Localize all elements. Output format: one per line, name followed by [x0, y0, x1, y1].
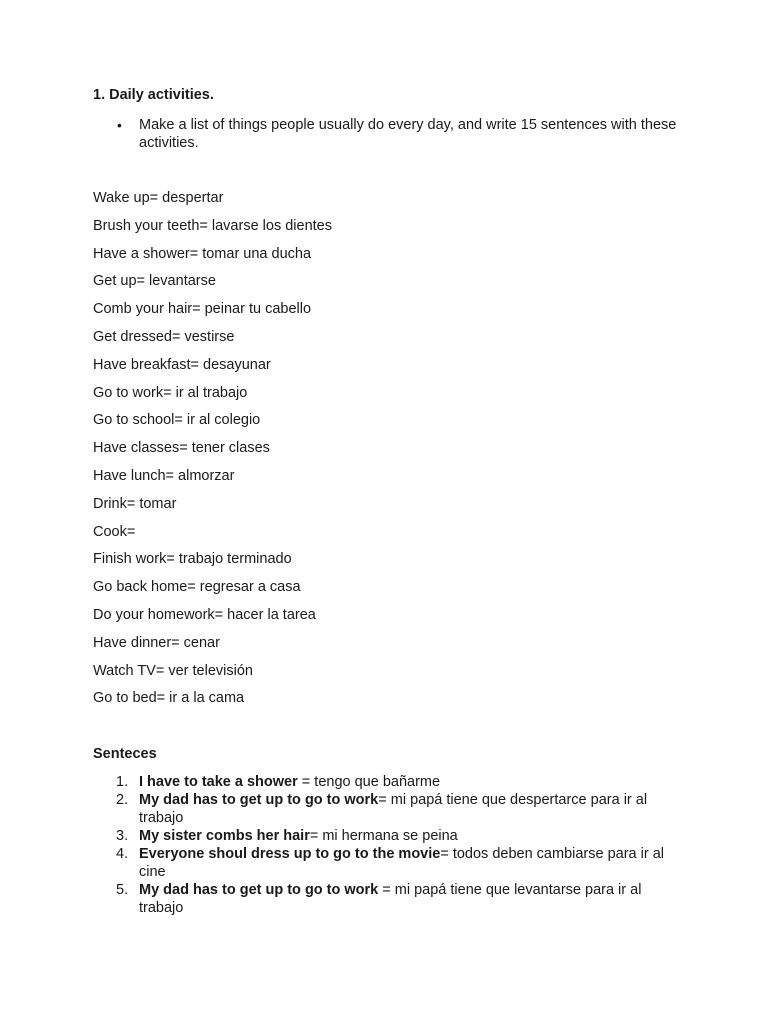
sentence-spanish: = tengo que bañarme [297, 774, 441, 790]
sentence-spanish: = mi hermana se peina [309, 828, 458, 844]
sentence-item [93, 881, 693, 917]
vocab-item: Go back home= regresar a casa [93, 579, 301, 596]
sentence-english: I have to take a shower [139, 774, 298, 790]
vocab-item: Go to work= ir al trabajo [93, 384, 248, 401]
section-heading: 1. Daily activities. [93, 87, 214, 103]
sentence-spanish: = mi papá tiene que despertarce para ir al trabajo [139, 792, 648, 826]
sentence-number: 3. [116, 828, 129, 844]
vocab-item: Go to school= ir al colegio [93, 412, 261, 429]
vocab-item: Have dinner= cenar [93, 634, 220, 651]
vocab-item: Drink= tomar [93, 495, 177, 512]
vocab-item: Go to bed= ir a la cama [93, 690, 245, 707]
sentence-item [93, 845, 693, 881]
vocab-item: Cook= [93, 523, 136, 540]
sentence-number: 2. [116, 792, 129, 808]
sentence-spanish: = mi papá tiene que levantarse para ir al trabajo [139, 882, 642, 916]
sentence-english: My dad has to get up to go to work [139, 882, 379, 898]
sentence-english: My dad has to get up to go to work [139, 792, 379, 808]
vocab-item: Watch TV= ver televisión [93, 662, 253, 679]
vocab-item: Have lunch= almorzar [93, 467, 235, 484]
sentence-number: 5. [116, 882, 129, 898]
vocab-item: Get dressed= vestirse [93, 328, 235, 345]
vocabulary-list [93, 189, 332, 717]
bullet-icon: • [117, 117, 122, 133]
sentences-heading: Senteces [93, 746, 157, 762]
vocab-item: Do your homework= hacer la tarea [93, 606, 316, 623]
vocab-item: Finish work= trabajo terminado [93, 551, 292, 568]
sentence-number: 1. [116, 774, 129, 790]
sentence-number: 4. [116, 846, 129, 862]
sentences-list [93, 773, 693, 917]
vocab-item: Have a shower= tomar una ducha [93, 245, 312, 262]
vocab-item: Have breakfast= desayunar [93, 356, 271, 373]
instruction-text: Make a list of things people usually do every day, and write 15 sentences with these activities. [139, 117, 677, 151]
vocab-item: Comb your hair= peinar tu cabello [93, 301, 312, 318]
sentence-item [93, 827, 693, 845]
sentence-english: Everyone shoul dress up to go to the movie [139, 846, 441, 862]
vocab-item: Get up= levantarse [93, 273, 216, 290]
vocab-item: Brush your teeth= lavarse los dientes [93, 217, 332, 234]
sentence-item [93, 791, 693, 827]
sentence-english: My sister combs her hair [139, 828, 310, 844]
sentence-spanish: = todos deben cambiarse para ir al cine [139, 846, 665, 880]
vocab-item: Have classes= tener clases [93, 440, 270, 457]
vocab-item: Wake up= despertar [93, 190, 224, 206]
sentence-item [93, 773, 693, 791]
instruction-bullet [93, 116, 693, 152]
